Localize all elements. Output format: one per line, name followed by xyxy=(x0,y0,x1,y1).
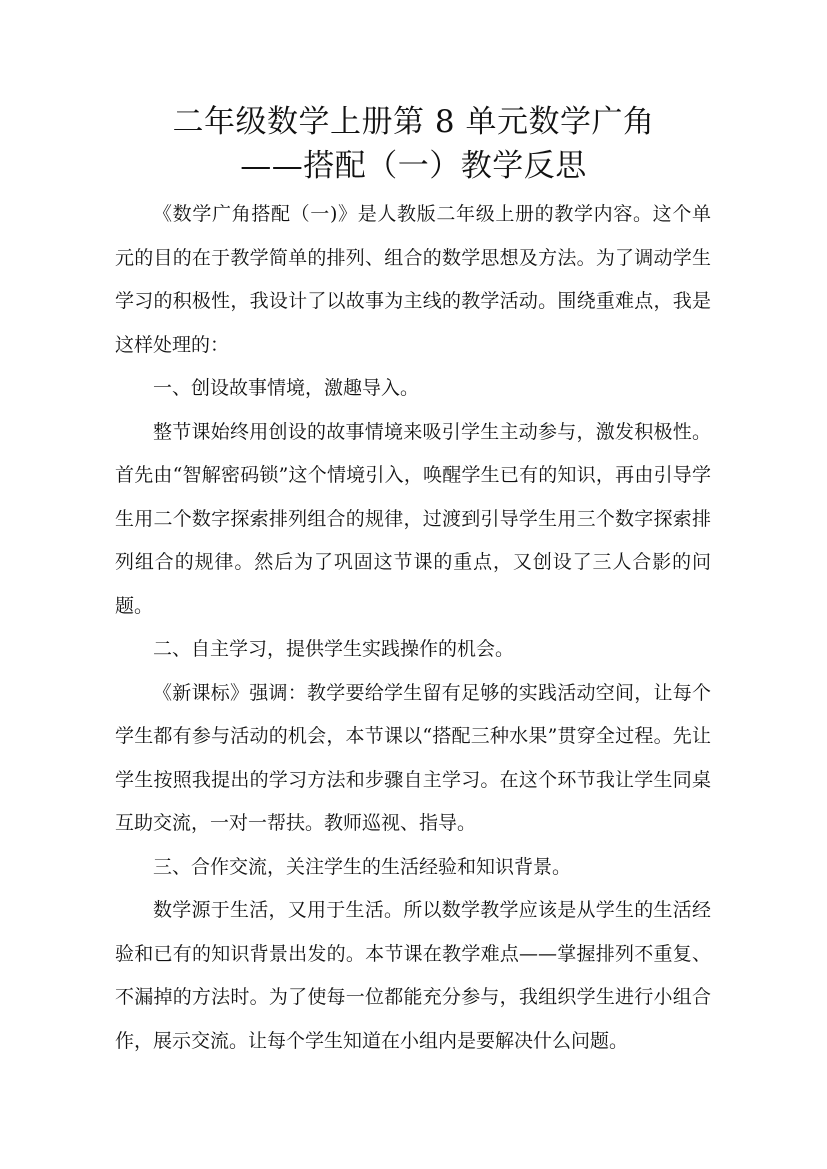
section-heading-3: 三、合作交流，关注学生的生活经验和知识背景。 xyxy=(153,855,572,878)
section-heading-2: 二、自主学习，提供学生实践操作的机会。 xyxy=(153,638,515,660)
paragraph-section-2: 《新课标》强调：教学要给学生留有足够的实践活动空间，让每个学生都有参与活动的机会，本节课以“搭配三种水果”贯穿全过程。先让学生按照我提出的学习方法和步骤自主学习。在这个环节我让学生同桌互助交流，一对一帮扶。教师巡视、指导。 xyxy=(115,681,711,834)
section-heading-1: 一、创设故事情境，激趣导入。 xyxy=(153,377,420,399)
paragraph-section-1: 整节课始终用创设的故事情境来吸引学生主动参与，激发积极性。首先由“智解密码锁”这个情境引入，唤醒学生已有的知识，再由引导学生用二个数字探索排列组合的规律，过渡到引导学生用三个数字探索排列组合的规律。然后为了巩固这节课的重点，又创设了三人合影的问题。 xyxy=(115,420,711,617)
title-line-1: 二年级数学上册第 8 单元数学广角 xyxy=(172,104,655,140)
paragraph-intro: 《数学广角搭配（一)》是人教版二年级上册的教学内容。这个单元的目的在于教学简单的排列、组合的数学思想及方法。为了调动学生学习的积极性，我设计了以故事为主线的教学活动。围绕重难点，我是这样处理的： xyxy=(115,203,711,356)
paragraph-section-3: 数学源于生活，又用于生活。所以数学教学应该是从学生的生活经验和已有的知识背景出发的。本节课在教学难点——掌握排列不重复、不漏掉的方法时。为了使每一位都能充分参与，我组织学生进行小组合作，展示交流。让每个学生知道在小组内是要解决什么问题。 xyxy=(115,899,711,1052)
document-title xyxy=(0,100,827,188)
title-line-2: ——搭配（一）教学反思 xyxy=(240,148,587,184)
document-body xyxy=(115,193,711,1063)
